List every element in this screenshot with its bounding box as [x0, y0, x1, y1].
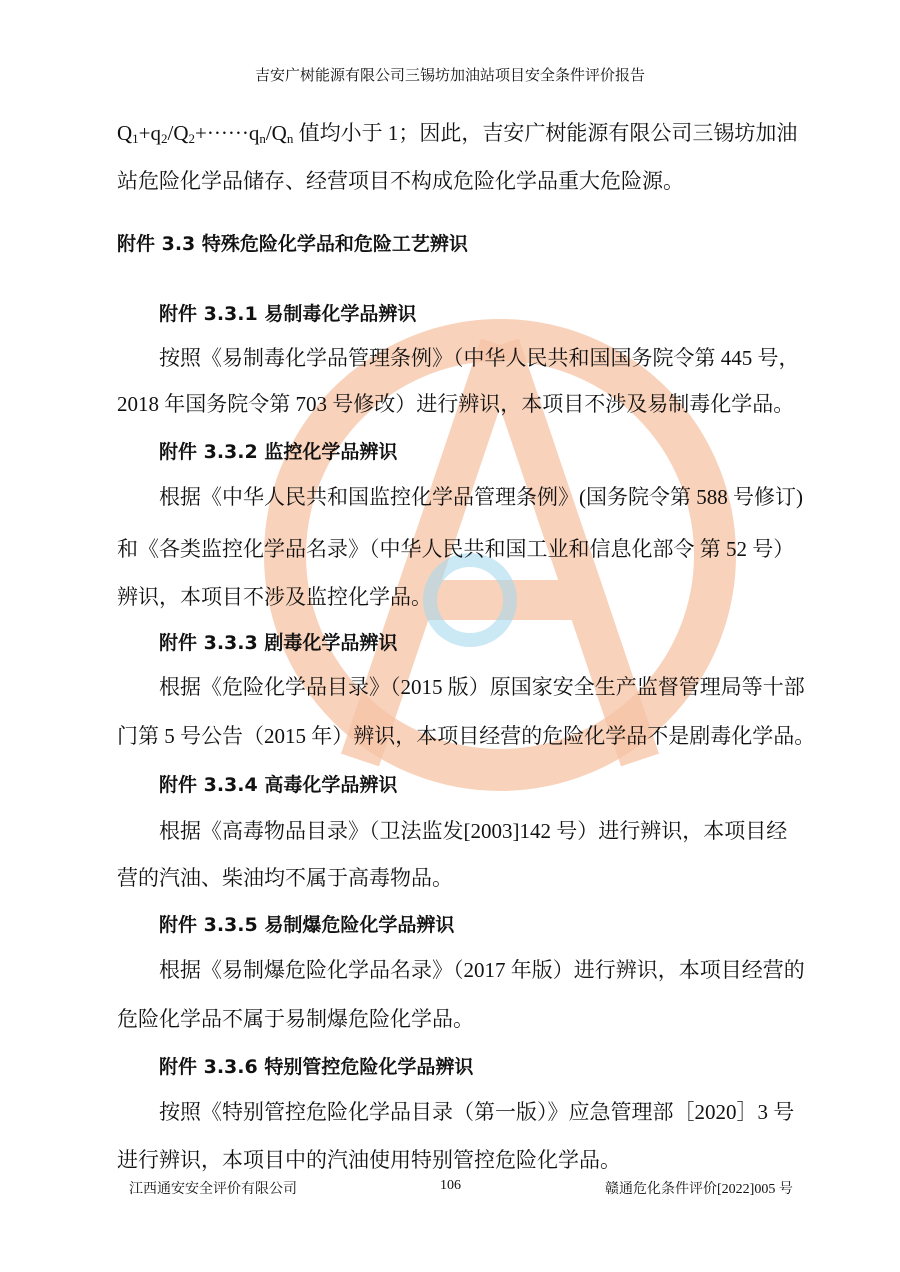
footer-doc-number: 赣通危化条件评价[2022]005 号: [605, 1182, 793, 1197]
paragraph-line: 和《各类监控化学品名录》（中华人民共和国工业和信息化部令 第 52 号）: [117, 537, 795, 561]
subsection-heading: 附件 3.3.4 高毒化学品辨识: [159, 774, 398, 796]
paragraph-line: 根据《中华人民共和国监控化学品管理条例》(国务院令第 588 号修订): [159, 485, 803, 509]
paragraph-line: 门第 5 号公告（2015 年）辨识，本项目经营的危险化学品不是剧毒化学品。: [117, 724, 816, 748]
intro-line-1: $Q_1+q_2/Q_2+\cdot\cdot\cdot\cdot\cdot\cdot q_n/Q_n$ 值均小于 1；因此，吉安广树能源有限公司三锡坊加油: [117, 121, 798, 146]
subsection-heading: 附件 3.3.1 易制毒化学品辨识: [159, 303, 417, 325]
paragraph-line: 根据《危险化学品目录》（2015 版）原国家安全生产监督管理局等十部: [159, 675, 805, 699]
paragraph-line: 根据《高毒物品目录》（卫法监发[2003]142 号）进行辨识，本项目经: [159, 819, 788, 843]
paragraph-line: 按照《易制毒化学品管理条例》（中华人民共和国国务院令第 445 号，: [159, 346, 800, 370]
subsection-heading: 附件 3.3.5 易制爆危险化学品辨识: [159, 914, 455, 936]
subsection-heading: 附件 3.3.6 特别管控危险化学品辨识: [159, 1056, 474, 1078]
paragraph-line: 进行辨识，本项目中的汽油使用特别管控危险化学品。: [117, 1148, 621, 1172]
paragraph-line: 辨识，本项目不涉及监控化学品。: [117, 585, 432, 609]
intro-line-2: 站危险化学品储存、经营项目不构成危险化学品重大危险源。: [117, 169, 684, 193]
footer-company: 江西通安安全评价有限公司: [129, 1182, 297, 1197]
paragraph-line: 危险化学品不属于易制爆危险化学品。: [117, 1007, 474, 1031]
watermark-blue-ring: [430, 560, 510, 640]
subsection-heading: 附件 3.3.3 剧毒化学品辨识: [159, 632, 398, 654]
paragraph-line: 2018 年国务院令第 703 号修改）进行辨识，本项目不涉及易制毒化学品。: [117, 392, 795, 416]
paragraph-line: 营的汽油、柴油均不属于高毒物品。: [117, 866, 453, 890]
subsection-heading: 附件 3.3.2 监控化学品辨识: [159, 441, 398, 463]
page-header: 吉安广树能源有限公司三锡坊加油站项目安全条件评价报告: [254, 68, 645, 84]
intro-text: 值均小于 1；因此，吉安广树能源有限公司三锡坊加油: [298, 121, 798, 145]
footer-page-number: 106: [440, 1178, 461, 1193]
paragraph-line: 根据《易制爆危险化学品名录》（2017 年版）进行辨识，本项目经营的: [159, 958, 805, 982]
section-heading: 附件 3.3 特殊危险化学品和危险工艺辨识: [117, 233, 468, 255]
paragraph-line: 按照《特别管控危险化学品目录（第一版）》应急管理部［2020］3 号: [159, 1100, 795, 1124]
